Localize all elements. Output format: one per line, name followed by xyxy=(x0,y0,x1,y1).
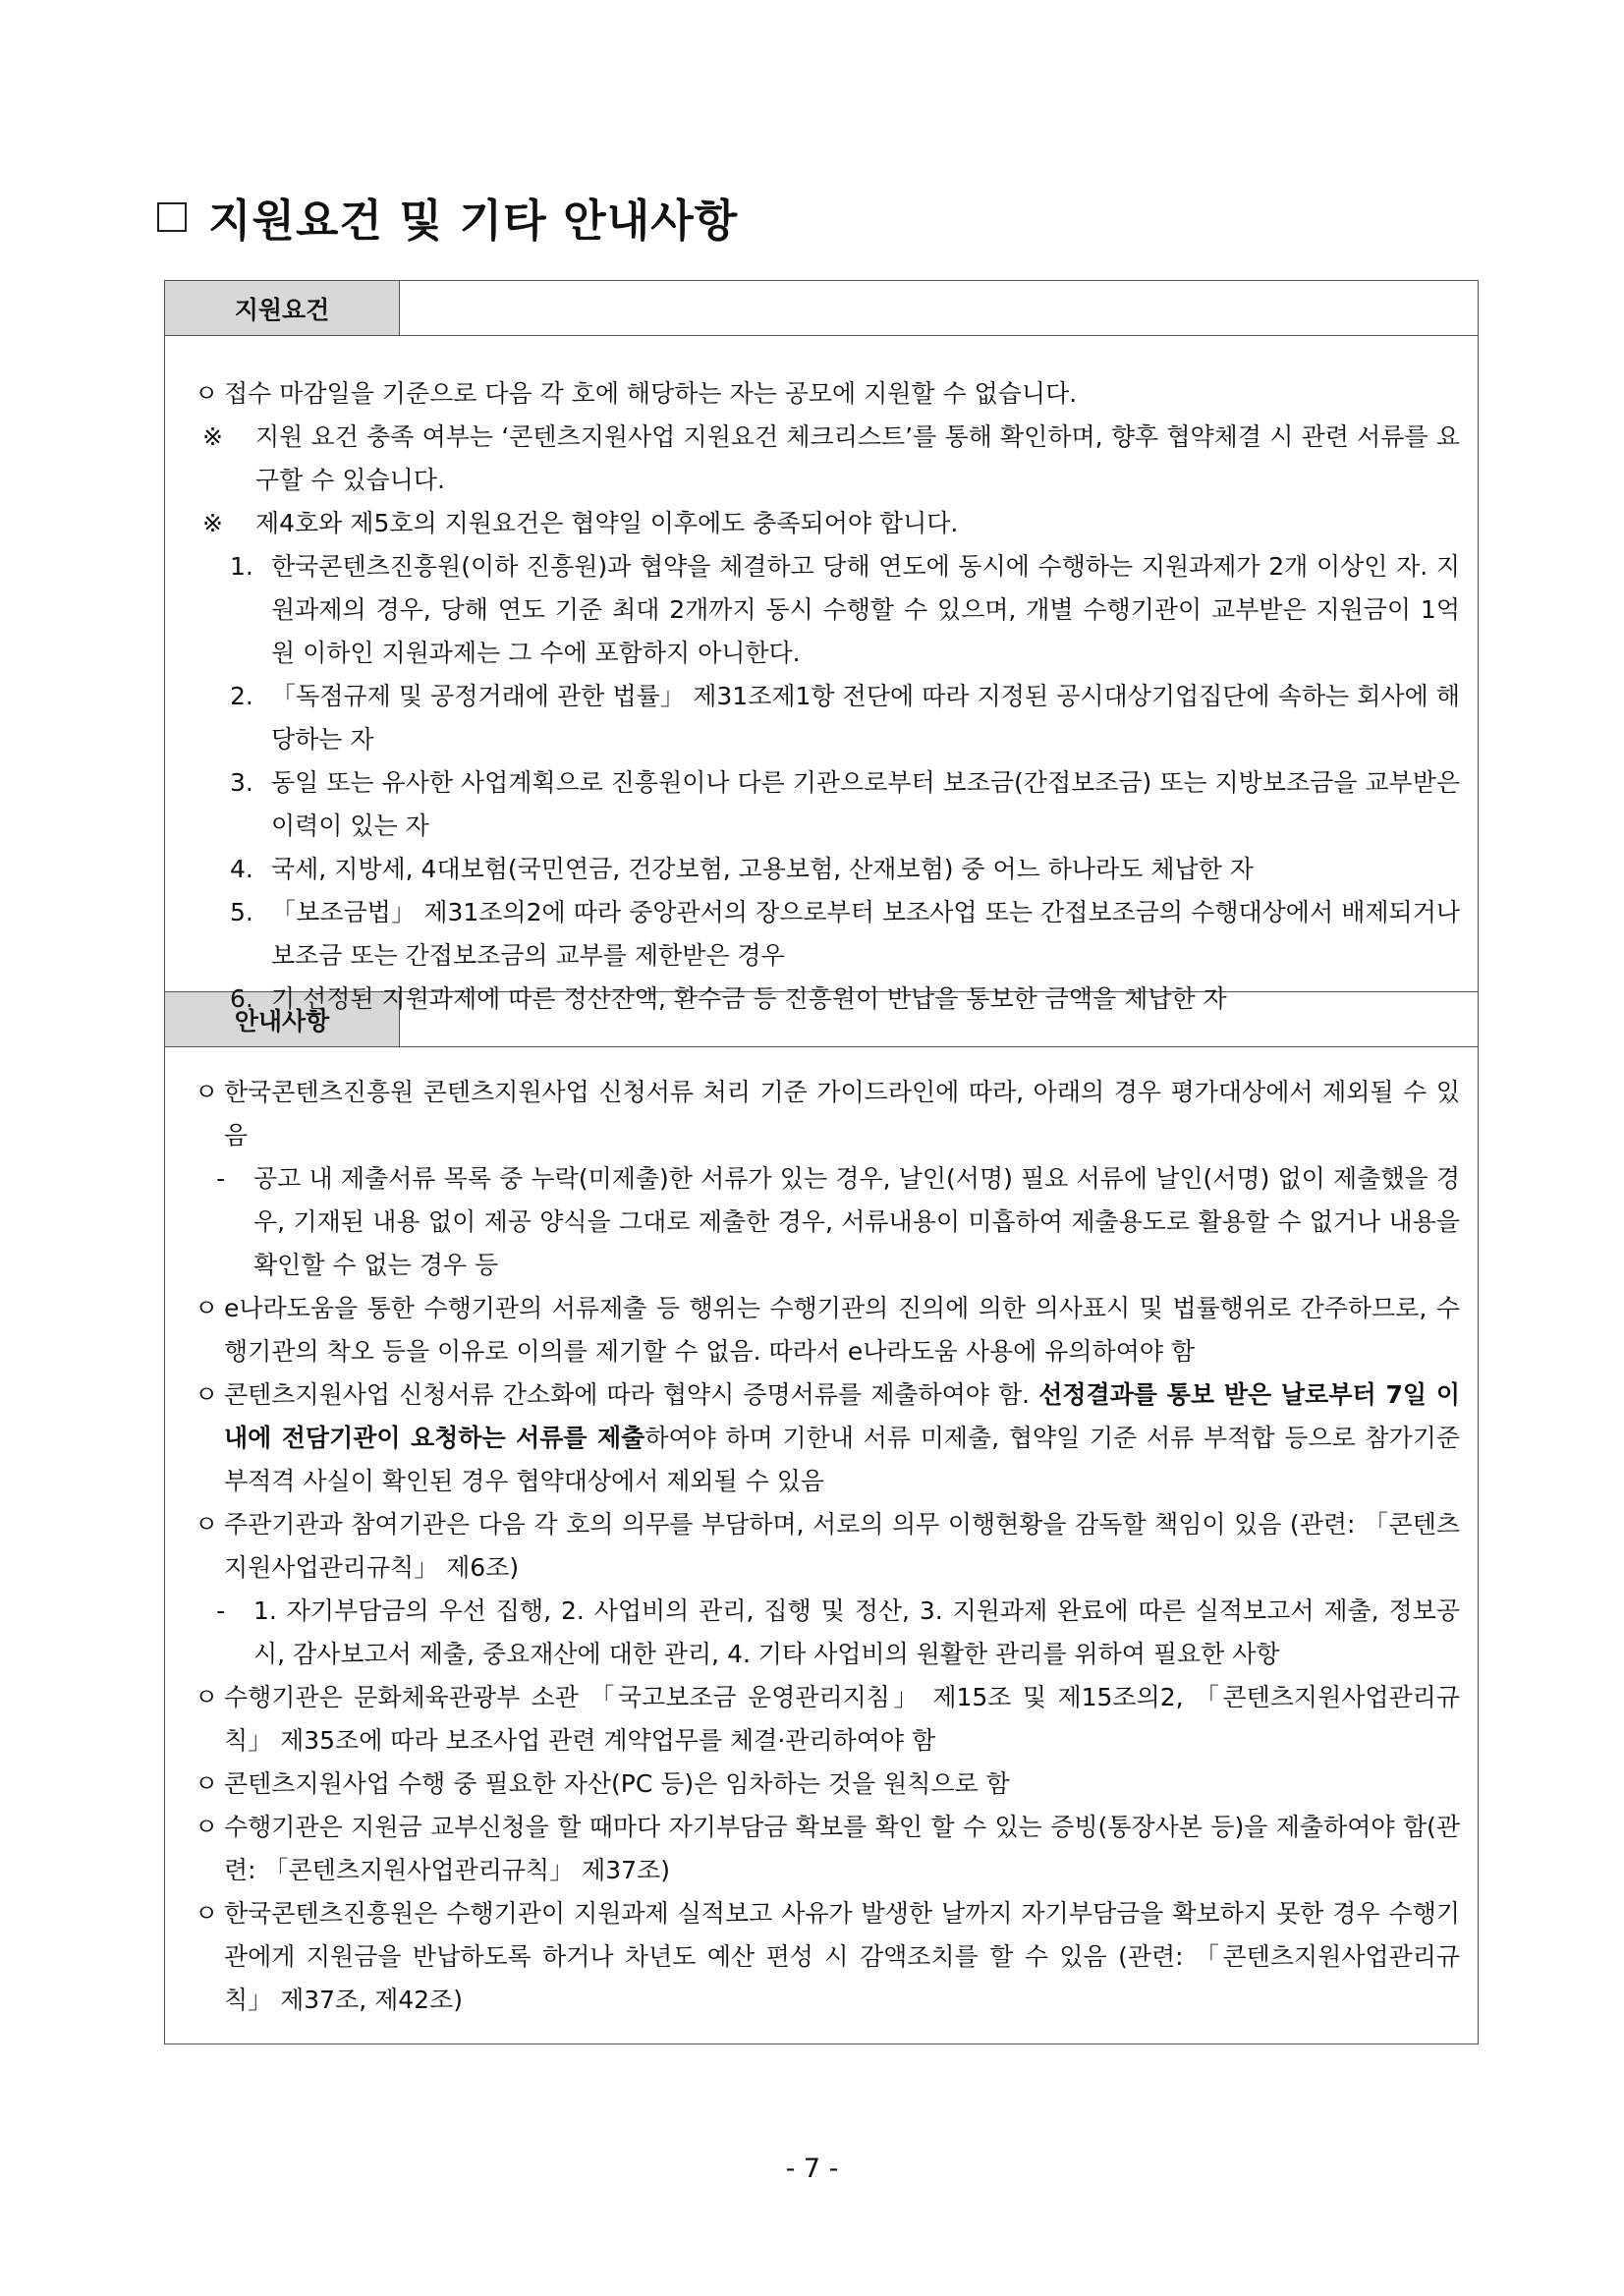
page-number: - 7 - xyxy=(785,2154,839,2184)
requirements-note-1: ※ 지원 요건 충족 여부는 ‘콘텐츠지원사업 지원요건 체크리스트’를 통해 확인하며, 향후 협약체결 시 관련 서류를 요구할 수 있습니다. xyxy=(181,416,1460,502)
guide-item: ㅇ 콘텐츠지원사업 수행 중 필요한 자산(PC 등)은 임차하는 것을 원칙으로 함 xyxy=(195,1769,1010,1798)
note-marker: ※ xyxy=(202,509,223,537)
page-heading xyxy=(157,185,738,249)
requirements-note-2: ※ 제4호와 제5호의 지원요건은 협약일 이후에도 충족되어야 합니다. xyxy=(181,502,1460,545)
guide-body xyxy=(165,1047,1478,2044)
requirements-label: 지원요건 xyxy=(165,281,400,335)
guide-item: ㅇ 수행기관은 지원금 교부신청을 할 때마다 자기부담금 확보를 확인 할 수 있는 증빙(통장사본 등)을 제출하여야 함(관련: 「콘텐츠지원사업관리규칙」 제37조) xyxy=(195,1813,1460,1884)
guide-sub-item: - 1. 자기부담금의 우선 집행, 2. 사업비의 관리, 집행 및 정산, 3. 지원과제 완료에 따른 실적보고서 제출, 정보공시, 감사보고서 제출, 중요재산에 대한 관리, 4. 기타 사업비의 원활한 관리를 위하여 필요한 사항 xyxy=(216,1596,1460,1668)
guide-item: ㅇ 주관기관과 참여기관은 다음 각 호의 의무를 부담하며, 서로의 의무 이행현황을 감독할 책임이 있음 (관련: 「콘텐츠지원사업관리규칙」 제6조) xyxy=(195,1510,1460,1582)
guide-item: ㅇ 한국콘텐츠진흥원은 수행기관이 지원과제 실적보고 사유가 발생한 날까지 자기부담금을 확보하지 못한 경우 수행기관에게 지원금을 반납하도록 하거나 차년도 예산 편성 시 감액조치를 할 수 있음 (관련: 「콘텐츠지원사업관리규칙」 제37조, 제42조) xyxy=(195,1899,1460,2014)
requirements-header xyxy=(165,280,1478,336)
requirement-item: 5. 「보조금법」 제31조의2에 따라 중앙관서의 장으로부터 보조사업 또는 간접보조금의 수행대상에서 배제되거나 보조금 또는 간접보조금의 교부를 제한받은 경우 xyxy=(230,898,1460,970)
guide-item: ㅇ e나라도움을 통한 수행기관의 서류제출 등 행위는 수행기관의 진의에 의한 의사표시 및 법률행위로 간주하므로, 수행기관의 착오 등을 이유로 이의를 제기할 수 없음. 따라서 e나라도움 사용에 유의하여야 함 xyxy=(195,1294,1460,1366)
requirements-body xyxy=(165,336,1478,1013)
guide-item: ㅇ 수행기관은 문화체육관광부 소관 「국고보조금 운영관리지침」 제15조 및 제15조의2, 「콘텐츠지원사업관리규칙」 제35조에 따라 보조사업 관련 계약업무를 체결·관리하여야 함 xyxy=(195,1683,1460,1755)
requirement-item: 2. 「독점규제 및 공정거래에 관한 법률」 제31조제1항 전단에 따라 지정된 공시대상기업집단에 속하는 회사에 해당하는 자 xyxy=(230,682,1460,754)
requirement-item: 4. 국세, 지방세, 4대보험(국민연금, 건강보험, 고용보험, 산재보험) 중 어느 하나라도 체납한 자 xyxy=(230,855,1254,883)
guide-item: ㅇ 한국콘텐츠진흥원 콘텐츠지원사업 신청서류 처리 기준 가이드라인에 따라, 아래의 경우 평가대상에서 제외될 수 있음 xyxy=(195,1078,1460,1149)
requirements-intro: ㅇ 접수 마감일을 기준으로 다음 각 호에 해당하는 자는 공모에 지원할 수 없습니다. xyxy=(181,372,1460,416)
requirement-item: 3. 동일 또는 유사한 사업계획으로 진흥원이나 다른 기관으로부터 보조금(간접보조금) 또는 지방보조금을 교부받은 이력이 있는 자 xyxy=(230,768,1460,840)
note-marker: ※ xyxy=(202,422,223,451)
checkbox-square-icon xyxy=(157,202,187,232)
requirement-item: 6. 기 선정된 지원과제에 따른 정산잔액, 환수금 등 진흥원이 반납을 통보한 금액을 체납한 자 xyxy=(230,984,1227,1013)
guide-sub-item: - 공고 내 제출서류 목록 중 누락(미제출)한 서류가 있는 경우, 날인(서명) 필요 서류에 날인(서명) 없이 제출했을 경우, 기재된 내용 없이 제공 양식을 그대로 제출한 경우, 서류내용이 미흡하여 제출용도로 활용할 수 없거나 내용을 확인할 수 없는 경우 등 xyxy=(216,1164,1460,1279)
page-title: 지원요건 및 기타 안내사항 xyxy=(208,195,739,247)
info-table xyxy=(164,280,1479,2044)
guide-label: 안내사항 xyxy=(165,992,400,1046)
emphasis-text: 선정결과를 통보 받은 날로부터 7일 이내에 전담기관이 요청하는 서류를 제출 xyxy=(224,1380,1460,1452)
guide-item: ㅇ 콘텐츠지원사업 신청서류 간소화에 따라 협약시 증명서류를 제출하여야 함. 선정결과를 통보 받은 날로부터 7일 이내에 전담기관이 요청하는 서류를 제출하여야 하며 기한내 서류 미제출, 협약일 기준 서류 부적합 등으로 참가기준 부적격 사실이 확인된 경우 협약대상에서 제외될 수 있음 xyxy=(195,1380,1461,1495)
bullet-marker: ㅇ xyxy=(195,379,219,408)
requirement-item: 1. 한국콘텐츠진흥원(이하 진흥원)과 협약을 체결하고 당해 연도에 동시에 수행하는 지원과제가 2개 이상인 자. 지원과제의 경우, 당해 연도 기준 최대 2개까지 동시 수행할 수 있으며, 개별 수행기관이 교부받은 지원금이 1억 원 이하인 지원과제는 그 수에 포함하지 아니한다. xyxy=(230,552,1460,667)
